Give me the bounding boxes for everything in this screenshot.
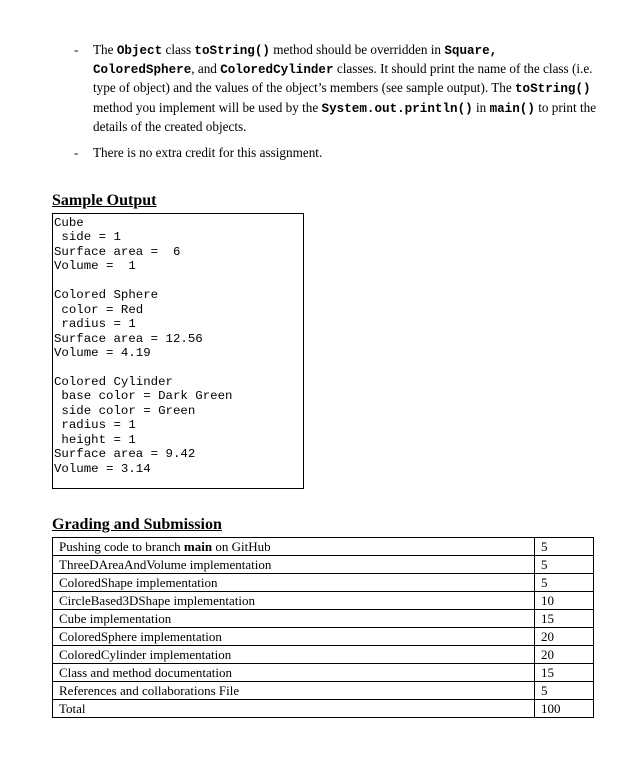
inline-code: ColoredCylinder bbox=[220, 63, 334, 78]
grading-row bbox=[53, 700, 594, 718]
text-run: method should be overridden in bbox=[269, 42, 445, 57]
grading-row bbox=[53, 610, 594, 628]
grading-row bbox=[53, 592, 594, 610]
grading-item bbox=[53, 592, 535, 610]
text-run: method you implement will be used by the bbox=[93, 99, 322, 115]
grading-row bbox=[53, 556, 594, 574]
grading-row bbox=[53, 628, 594, 646]
grading-row bbox=[53, 682, 594, 700]
inline-code: System.out.println() bbox=[321, 101, 473, 116]
grading-item-text: ColoredSphere implementation bbox=[59, 629, 222, 644]
grading-row bbox=[53, 574, 594, 592]
grading-item-text: ColoredCylinder implementation bbox=[59, 647, 232, 662]
inline-code: ColoredSphere bbox=[93, 63, 192, 78]
grading-item bbox=[53, 538, 535, 556]
grading-points: 10 bbox=[535, 592, 594, 610]
tostring-instructions bbox=[93, 41, 598, 135]
grading-points: 20 bbox=[535, 628, 594, 646]
text-run: to print the details of the created objects. bbox=[93, 99, 597, 134]
grading-item bbox=[53, 556, 535, 574]
inline-code: Object bbox=[116, 44, 163, 58]
text-run: The bbox=[93, 42, 117, 57]
inline-code: toString() bbox=[194, 44, 270, 58]
grading-item-text: Pushing code to branch bbox=[59, 539, 184, 554]
text-run: , and bbox=[191, 61, 221, 77]
bullet-marker: - bbox=[74, 145, 79, 160]
grading-row bbox=[53, 538, 594, 556]
text-run: class bbox=[162, 42, 195, 57]
grading-points: 5 bbox=[535, 574, 594, 592]
grading-item bbox=[53, 574, 535, 592]
sample-output-box bbox=[52, 213, 304, 489]
grading-points: 5 bbox=[535, 538, 594, 556]
inline-code: Square, bbox=[444, 44, 498, 58]
grading-item bbox=[53, 664, 535, 682]
grading-item bbox=[53, 628, 535, 646]
text-run: in bbox=[472, 99, 490, 115]
grading-item-text: CircleBased3DShape implementation bbox=[59, 593, 256, 608]
bullet-marker: - bbox=[74, 42, 79, 57]
grading-points: 15 bbox=[535, 664, 594, 682]
inline-code: toString() bbox=[515, 82, 591, 97]
sample-output-text: Cube side = 1 Surface area = 6 Volume = 1 Colored Sphere color = Red radius = 1 Surface area = 12.56 Volume = 4.19 Colored Cylinder base color = Dark Green side color = Green radius = 1 height = 1 Surface area = 9.42 Volume = 3.14 bbox=[54, 216, 233, 476]
grading-heading: Grading and Submission bbox=[52, 516, 222, 533]
grading-points: 5 bbox=[535, 556, 594, 574]
grading-table bbox=[52, 537, 594, 718]
grading-row bbox=[53, 664, 594, 682]
inline-code: main() bbox=[489, 101, 535, 116]
grading-item-text: References and collaborations File bbox=[59, 683, 240, 698]
grading-item bbox=[53, 700, 535, 718]
text-run: classes. It should print the name of the class (i.e. type of object) and the values of the object’s members (see sample output). The bbox=[93, 61, 593, 96]
grading-item-text: Cube implementation bbox=[59, 611, 172, 626]
grading-item-text: Class and method documentation bbox=[59, 665, 232, 680]
grading-item-text: Total bbox=[59, 701, 86, 716]
grading-item bbox=[53, 610, 535, 628]
grading-item-bold: main bbox=[183, 539, 213, 554]
grading-item bbox=[53, 646, 535, 664]
grading-points: 20 bbox=[535, 646, 594, 664]
text-run: There is no extra credit for this assignment. bbox=[93, 145, 323, 160]
grading-points: 15 bbox=[535, 610, 594, 628]
grading-row bbox=[53, 646, 594, 664]
sample-output-heading: Sample Output bbox=[52, 192, 157, 209]
grading-item-text: ColoredShape implementation bbox=[59, 575, 218, 590]
grading-item-text: ThreeDAreaAndVolume implementation bbox=[59, 557, 272, 572]
grading-points: 100 bbox=[535, 700, 594, 718]
extra-credit-note bbox=[93, 144, 598, 161]
grading-item-text: on GitHub bbox=[212, 539, 271, 554]
grading-points: 5 bbox=[535, 682, 594, 700]
grading-item bbox=[53, 682, 535, 700]
